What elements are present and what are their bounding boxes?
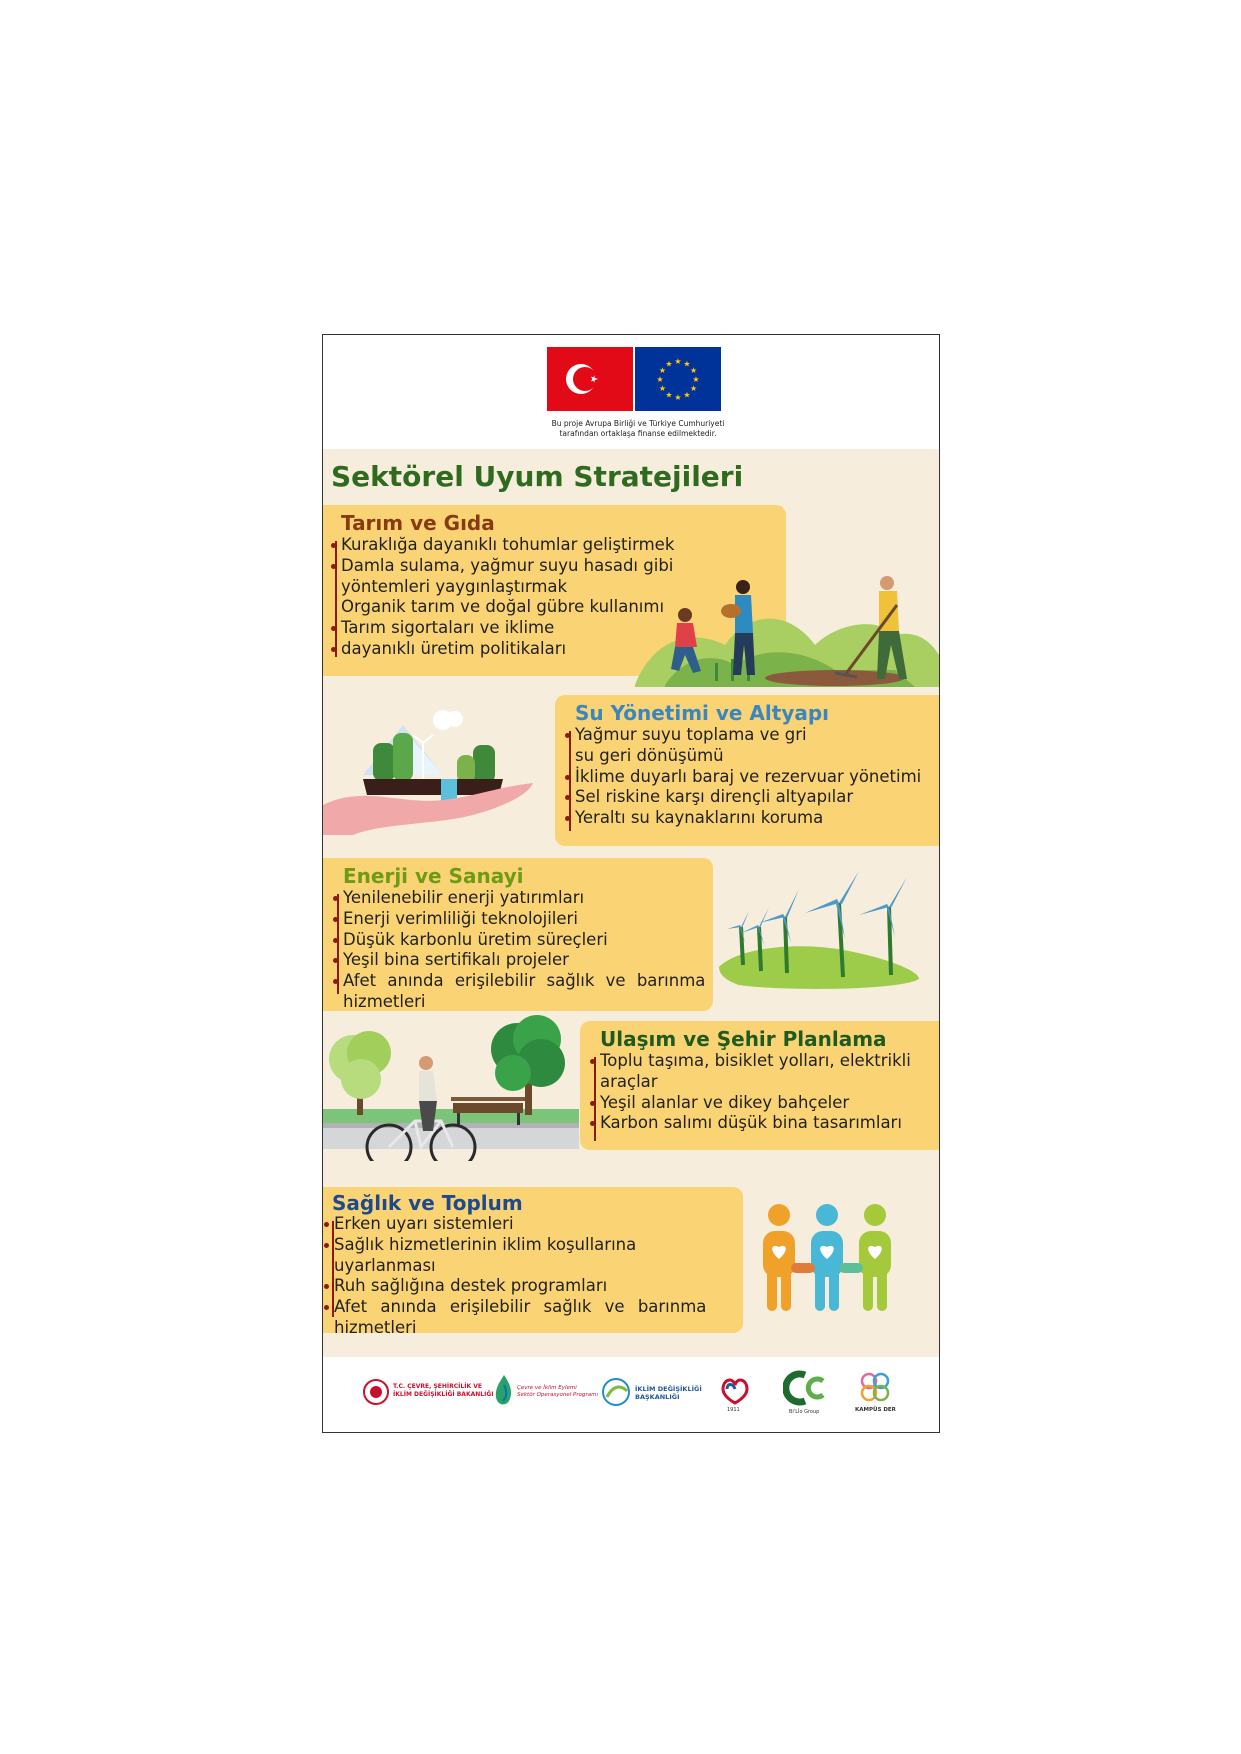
bullet-line — [335, 541, 337, 657]
page-title: Sektörel Uyum Stratejileri — [331, 460, 744, 493]
kampus-der-logo — [853, 1369, 903, 1419]
list-item: Yeraltı su kaynaklarını koruma — [575, 808, 940, 829]
program-logo — [493, 1373, 599, 1413]
eu-star-icon: ★ — [692, 375, 700, 384]
section-list — [575, 725, 940, 829]
wind-turbines-illustration — [719, 867, 919, 992]
eu-flag-icon — [635, 347, 721, 411]
list-item: Yenilenebilir enerji yatırımları — [343, 888, 707, 909]
eu-star-icon: ★ — [665, 390, 673, 400]
list-item: Organik tarım ve doğal gübre kullanımı — [341, 597, 665, 617]
logo-text: Bi'Lİo Group — [789, 1409, 820, 1415]
farmers-illustration — [635, 575, 939, 687]
list-item: Düşük karbonlu üretim süreçleri — [343, 930, 707, 951]
list-item: hizmetleri — [343, 991, 426, 1011]
list-item: su geri dönüşümü — [575, 745, 724, 765]
section-energy — [323, 858, 713, 1011]
section-list — [334, 1214, 729, 1339]
cyclist-park-illustration — [323, 1011, 579, 1161]
eu-star-icon: ★ — [674, 357, 682, 366]
section-heading: Tarım ve Gıda — [341, 511, 495, 535]
eu-star-icon: ★ — [683, 359, 691, 369]
eu-star-icon: ★ — [658, 366, 666, 375]
list-item: Karbon salımı düşük bina tasarımları — [600, 1113, 940, 1134]
eu-star-icon: ★ — [683, 390, 691, 400]
list-item: yöntemleri yaygınlaştırmak — [341, 576, 568, 596]
globe-icon — [601, 1377, 631, 1407]
section-list — [600, 1051, 940, 1134]
list-item: Tarım sigortaları ve iklime — [341, 618, 781, 639]
list-item: Yağmur suyu toplama ve gri — [575, 725, 940, 746]
logo-text: İKLİM DEĞİŞİKLİĞİ — [635, 1385, 702, 1393]
logo-text: Çevre ve İklim Eylemi — [517, 1385, 577, 1391]
poster — [322, 334, 940, 1433]
eu-star-icon: ★ — [690, 366, 698, 375]
list-item: Kuraklığa dayanıklı tohumlar geliştirmek — [341, 535, 781, 556]
list-item: hizmetleri — [334, 1317, 417, 1337]
list-item: Sel riskine karşı dirençli altyapılar — [575, 787, 940, 808]
turkey-flag-icon — [547, 347, 633, 411]
list-item: Yeşil alanlar ve dikey bahçeler — [600, 1093, 940, 1114]
list-item: Afet anında erişilebilir sağlık ve barınma — [334, 1297, 729, 1318]
section-heading: Ulaşım ve Şehir Planlama — [600, 1027, 887, 1051]
eu-star-icon: ★ — [656, 375, 664, 384]
caption-line: tarafından ortaklaşa finanse edilmektedir. — [559, 429, 717, 438]
logo-text: Sektör Operasyonel Programı — [517, 1392, 599, 1398]
logo-text: İKLİM DEĞİŞİKLİĞİ BAKANLIĞI — [393, 1391, 494, 1398]
municipality-logo — [715, 1369, 759, 1419]
cc-logo-icon — [783, 1369, 829, 1407]
eu-star-icon: ★ — [690, 384, 698, 393]
section-heading: Sağlık ve Toplum — [332, 1191, 523, 1215]
section-water — [555, 695, 940, 846]
list-item: Yeşil bina sertifikalı projeler — [343, 950, 707, 971]
partner-logos — [323, 1365, 939, 1425]
eu-star-icon: ★ — [658, 384, 666, 393]
list-item: Enerji verimliliği teknolojileri — [343, 909, 707, 930]
list-item: dayanıklı üretim politikaları — [341, 639, 781, 660]
bullet-line — [594, 1057, 596, 1141]
list-item: uyarlanması — [334, 1255, 436, 1275]
ministry-logo — [363, 1377, 494, 1407]
list-item: İklime duyarlı baraj ve rezervuar yönetimi — [575, 767, 940, 788]
list-item: Ruh sağlığına destek programları — [334, 1276, 729, 1297]
people-hearts-illustration — [755, 1203, 905, 1315]
logo-text: KAMPÜS DER — [855, 1407, 896, 1413]
list-item: Afet anında erişilebilir sağlık ve barınma — [343, 971, 707, 992]
climate-presidency-logo — [601, 1375, 701, 1411]
group-logo — [783, 1369, 833, 1419]
logo-text: T.C. ÇEVRE, ŞEHİRCİLİK VE — [393, 1383, 482, 1390]
funding-caption — [523, 419, 753, 439]
section-heading: Su Yönetimi ve Altyapı — [575, 701, 830, 725]
eu-star-icon: ★ — [674, 393, 682, 402]
section-transport — [580, 1021, 940, 1150]
section-heading: Enerji ve Sanayi — [343, 864, 524, 888]
list-item: Erken uyarı sistemleri — [334, 1214, 729, 1235]
section-list — [343, 888, 707, 1013]
clover-icon — [857, 1369, 893, 1405]
hand-forest-illustration — [323, 695, 533, 835]
caption-line: Bu proje Avrupa Birliği ve Türkiye Cumhuriyeti — [551, 419, 725, 428]
leaf-drop-icon — [493, 1373, 515, 1407]
list-item: araçlar — [600, 1071, 658, 1091]
ministry-emblem-icon — [363, 1379, 389, 1405]
logo-text: 1911 — [727, 1407, 740, 1413]
list-item: Toplu taşıma, bisiklet yolları, elektrikli — [600, 1051, 940, 1072]
logo-text: BAŞKANLIĞI — [635, 1393, 680, 1401]
list-item: Sağlık hizmetlerinin iklim koşullarına — [334, 1235, 729, 1256]
list-item: Damla sulama, yağmur suyu hasadı gibi — [341, 556, 781, 577]
section-health — [323, 1187, 743, 1337]
municipality-emblem-icon — [715, 1369, 755, 1407]
eu-star-icon: ★ — [665, 359, 673, 369]
